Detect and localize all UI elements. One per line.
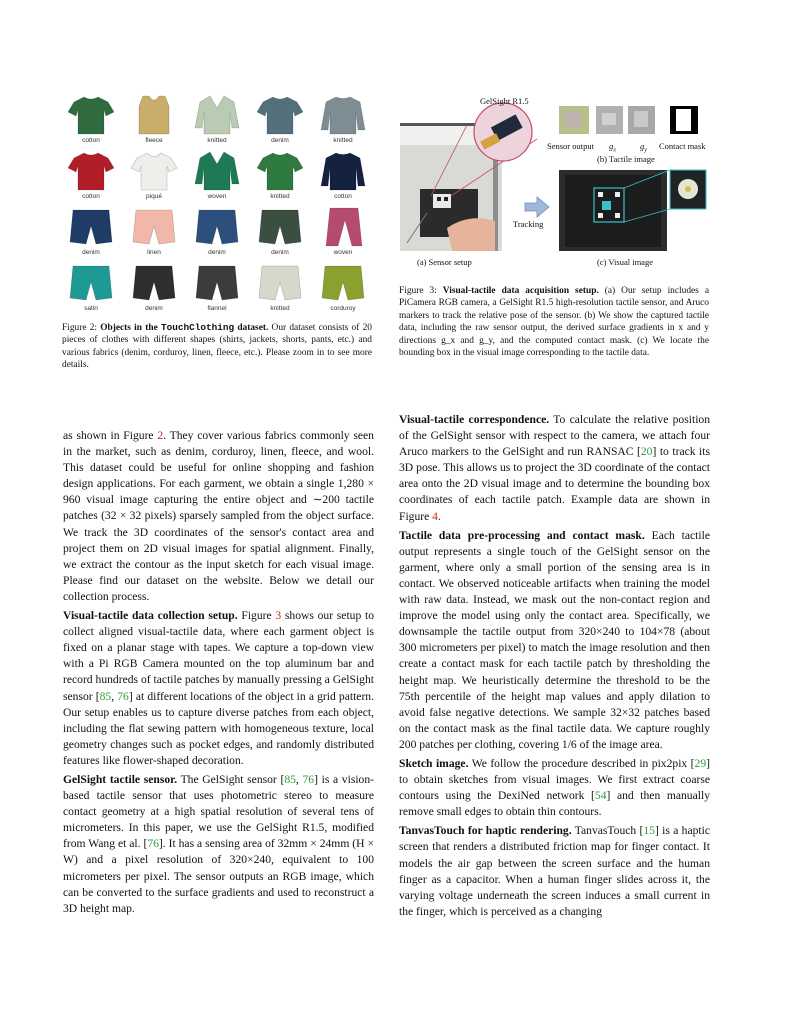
sensor-setup-label: (a) Sensor setup [417, 257, 472, 267]
garment-item [314, 92, 372, 148]
vest-garment-image [129, 92, 179, 136]
garment-item [251, 204, 309, 260]
garment-item [125, 92, 183, 148]
shirt-garment-image [255, 92, 305, 136]
paragraph-collection-setup: Visual-tactile data collection setup. Figure 3 shows our setup to collect aligned visual-tactile data, where each garment object is fixed on a planar stage with tapes. We capture a top-down view with a Pi RGB Camera mounted on the top aluminum bar and record hundreds of tactile patches by manually pressing a GelSight sensor [85, 76] at different locations of the object in a grid pattern. Our setup enables us to capture diverse patches from each object, including the flat sewing pattern with homogeneous texture, local geometry changes such as pocket edges, and randomly distributed features like flower-shaped decoration. [63, 609, 374, 767]
garment-item [125, 260, 183, 316]
shorts-garment-image [66, 260, 116, 304]
garment-fabric-label: denim [271, 249, 289, 256]
garment-fabric-label: satin [84, 305, 98, 312]
figure-2-caption-text: Our dataset consists of 20 pieces of clothes with different shapes (shirts, jackets, shorts, pants, etc.) and various fabrics (denim, corduroy, linen, fleece, etc.). Please zoom in to see more details. [62, 323, 372, 371]
right-column [399, 412, 710, 923]
shorts-garment-image [192, 260, 242, 304]
sweater-garment-image [318, 92, 368, 136]
garment-item [62, 204, 120, 260]
gx-label: $g_x$ [609, 141, 616, 154]
garment-fabric-label: denim [82, 249, 100, 256]
paragraph-sketch: Sketch image. We follow the procedure described in pix2pix [29] to obtain sketches from visual images. We first extract coarse contours using the DexiNed network [54] and then manually remove small edges to obtain thin contours. [399, 756, 710, 819]
figure-2-caption-bold-a: Objects in the [100, 323, 161, 333]
garment-fabric-label: corduroy [330, 305, 356, 312]
garment-fabric-label: knitted [333, 137, 353, 144]
garment-item [62, 260, 120, 316]
section-heading: GelSight tactile sensor. [63, 772, 178, 786]
garment-grid [62, 92, 372, 316]
garment-item [251, 92, 309, 148]
figure-3-caption-text: (a) Our setup includes a PiCamera RGB camera, a GelSight R1.5 high-resolution tactile sensor, and Aruco markers to track the relative pose of the sensor. (b) We show the captured tactile data, including the raw sensor output, the derived surface gradients in x and y directions g_x and g_y, and the computed contact mask. (c) We locate the bounding box in the visual image corresponding to the tactile data. [399, 286, 709, 359]
garment-item [188, 92, 246, 148]
garment-fabric-label: flannel [207, 305, 227, 312]
visual-image [559, 170, 706, 251]
shorts-garment-image [129, 204, 179, 248]
garment-item [314, 260, 372, 316]
paragraph-preprocessing: Tactile data pre-processing and contact mask. Each tactile output represents a single touch of the GelSight sensor on the garment, where only a small portion of the sensing area is in contact. We observed noticeable artifacts when training the model with raw data. Instead, we mask out the non-contact region and improve the model using only the contact area. Specifically, we downsample the tactile output from 320×240 to 104×78 (about 300 micrometers per pixel) to match the image resolution and then create a contact mask for each tactile patch by thresholding the height map. We heuristically determine the threshold to be the 75th percentile of the height map values and apply dilation to avoid false negative detections. We sample 32×32 patches based on the contact mask as the final tactile data. We capture roughly 200 patches per clothing, covering 1/6 of the image area. [399, 528, 710, 751]
garment-fabric-label: linen [147, 249, 161, 256]
garment-item [314, 148, 372, 204]
figure-2-caption [62, 322, 372, 372]
pants-garment-image [318, 204, 368, 248]
citation-link[interactable]: 54 [594, 789, 607, 803]
shirt-garment-image [66, 148, 116, 192]
citation-link[interactable]: 76 [302, 772, 315, 786]
garment-item [62, 148, 120, 204]
garment-item [188, 204, 246, 260]
figure-3 [397, 93, 713, 273]
figure-2-caption-mono: TouchClothing [160, 322, 235, 333]
garment-item [314, 204, 372, 260]
citation-link[interactable]: 20 [640, 445, 653, 459]
figure-3-caption [399, 285, 709, 359]
figure-3-caption-prefix: Figure 3: [399, 286, 443, 296]
shorts-garment-image [129, 260, 179, 304]
garment-fabric-label: cotton [334, 193, 352, 200]
shorts-garment-image [255, 260, 305, 304]
garment-fabric-label: knitted [207, 137, 227, 144]
paragraph-correspondence: Visual-tactile correspondence. To calculate the relative position of the GelSight sensor with respect to the camera, we attach four Aruco markers to the GelSight and run RANSAC [20] to track its 3D pose. This allows us to project the 3D coordinate of the contact area onto the 2D visual image and to determine the bounding box coordinates of each tactile patch. Example data are shown in Figure 4. [399, 413, 711, 523]
shirt-garment-image [66, 92, 116, 136]
shirt-garment-image [255, 148, 305, 192]
garment-item [62, 92, 120, 148]
section-heading: TanvasTouch for haptic rendering. [399, 824, 572, 838]
garment-fabric-label: fleece [145, 137, 163, 144]
cardigan-garment-image [192, 148, 242, 192]
section-heading: Tactile data pre-processing and contact mask. [399, 528, 645, 542]
garment-fabric-label: woven [207, 193, 227, 200]
shorts-garment-image [192, 204, 242, 248]
figure-ref-link[interactable]: 3 [275, 609, 282, 623]
section-heading: Visual-tactile data collection setup. [63, 609, 238, 623]
visual-image-label: (c) Visual image [597, 257, 653, 267]
gy-label: $g_y$ [640, 141, 647, 154]
sensor-output-label: Sensor output [547, 141, 594, 151]
citation-link[interactable]: 76 [117, 689, 129, 703]
contact-mask-label: Contact mask [659, 141, 706, 151]
garment-fabric-label: denim [271, 137, 289, 144]
section-heading: Sketch image. [399, 756, 469, 770]
shorts-garment-image [255, 204, 305, 248]
paragraph-tanvastouch: TanvasTouch for haptic rendering. TanvasTouch [15] is a haptic screen that renders a distributed friction map for finger contact. It models the air gap between the screen surface and the human finger as a capacitor. When a human finger slides across it, the varying voltage underneath the screen induces a small current in the finger, which is perceived as a changing [399, 824, 710, 918]
tracking-label: Tracking [513, 219, 544, 229]
shorts-garment-image [318, 260, 368, 304]
garment-item [251, 260, 309, 316]
sweater-garment-image [318, 148, 368, 192]
garment-item [125, 204, 183, 260]
garment-item [125, 148, 183, 204]
figure-2-caption-prefix: Figure 2: [62, 323, 101, 333]
tactile-image-strip [559, 106, 698, 134]
garment-fabric-label: denim [145, 305, 163, 312]
tracking-arrow [525, 197, 549, 217]
garment-item [188, 260, 246, 316]
garment-fabric-label: piqué [146, 193, 162, 200]
citation-link[interactable]: 15 [643, 824, 655, 838]
citation-link[interactable]: 29 [694, 756, 707, 770]
figure-2 [62, 92, 372, 372]
figure-ref-link[interactable]: 2 [157, 429, 164, 442]
figure-ref-link[interactable]: 4 [432, 509, 438, 523]
figure-3-caption-bold: Visual-tactile data acquisition setup. [442, 286, 599, 296]
garment-fabric-label: woven [333, 249, 353, 256]
cardigan-garment-image [192, 92, 242, 136]
garment-fabric-label: cotton [82, 193, 100, 200]
paragraph-dataset: as shown in Figure 2. They cover various fabrics commonly seen in the market, such as denim, corduroy, linen, fleece, and wool. This dataset could be useful for online shopping and fashion design applications. For each garment, we obtain a single 1,280 × 960 visual image capturing the entire object and ∼200 tactile patches (32 × 32 pixels) sparsely sampled from the object surface. We track the 3D coordinates of the sensor's contact area and project them on 2D visual images for spatial alignment. Finally, we extract the contour as the input sketch for each visual image. Please find our dataset on the website. Below we detail our collection process. [63, 429, 374, 603]
garment-fabric-label: knitted [270, 193, 290, 200]
figure-2-caption-bold-b: dataset. [234, 323, 269, 333]
shorts-garment-image [66, 204, 116, 248]
section-heading: Visual-tactile correspondence. [399, 413, 550, 426]
garment-item [251, 148, 309, 204]
garment-fabric-label: knitted [270, 305, 290, 312]
garment-fabric-label: denim [208, 249, 226, 256]
citation-link[interactable]: 85 [284, 772, 296, 786]
garment-item [188, 148, 246, 204]
garment-fabric-label: cotton [82, 137, 100, 144]
polo-garment-image [129, 148, 179, 192]
left-column [63, 428, 374, 920]
paragraph-gelsight: GelSight tactile sensor. The GelSight sensor [85, 76] is a vision-based tactile sensor that uses photometric stereo to measure contact geometry at a high spatial resolution of several tens of micrometers. In this paper, we use the GelSight R1.5, modified from Wang et al. [76]. It has a sensing area of 32mm × 24mm (H × W) and a pixel resolution of 320×240, equivalent to 100 micrometers per pixel. The sensor outputs an RGB image, which can be converted to the surface gradients and used to reconstruct a 3D height map. [63, 772, 375, 915]
citation-link[interactable]: 76 [147, 837, 159, 851]
tactile-image-label: (b) Tactile image [597, 154, 655, 164]
gelsight-label: GelSight R1.5 [480, 96, 529, 106]
citation-link[interactable]: 85 [99, 689, 112, 703]
